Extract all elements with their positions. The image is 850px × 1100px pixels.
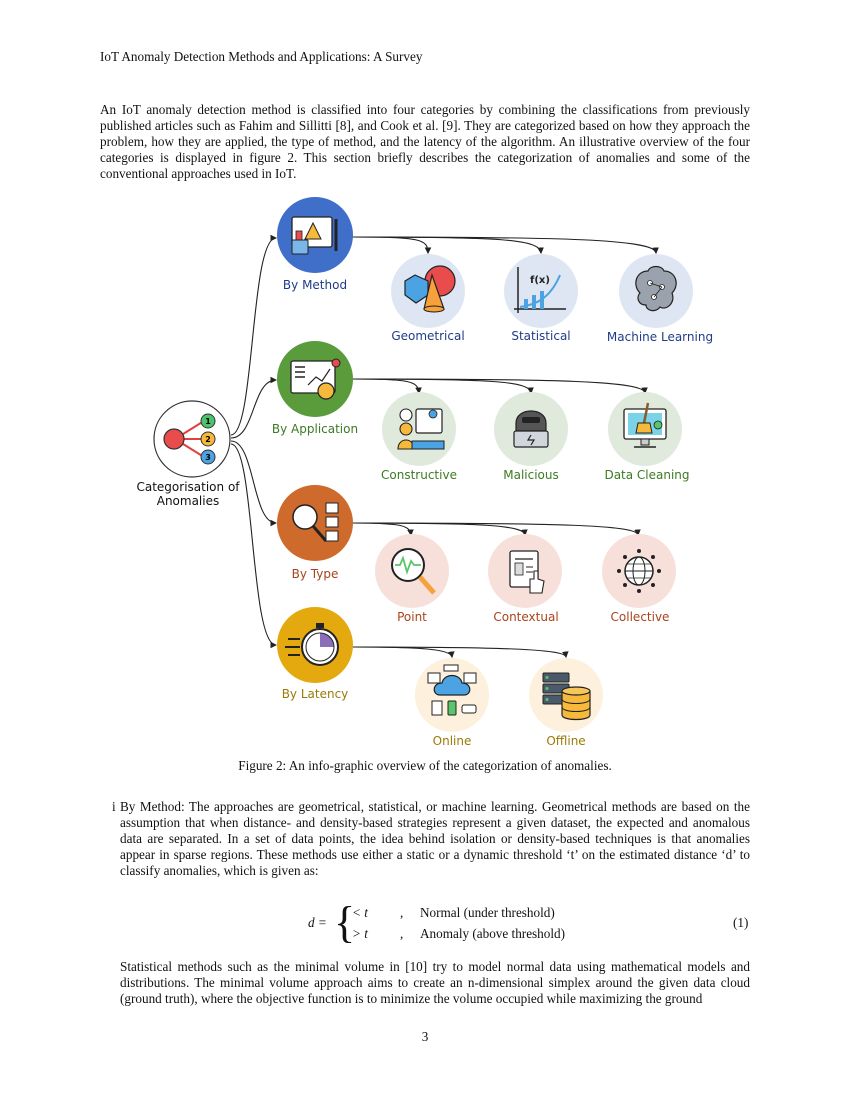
child-label-constructive: Constructive	[381, 468, 457, 482]
page-number: 3	[421, 1029, 429, 1044]
root-node	[136, 401, 240, 508]
child-label-data-cleaning: Data Cleaning	[604, 468, 690, 482]
child-label-machine-learning: Machine Learning	[606, 330, 714, 344]
svg-text:f(x): f(x)	[530, 275, 550, 286]
figure-caption: Figure 2: An info-graphic overview of the categorization of anomalies.	[238, 758, 612, 773]
category-by-method	[277, 197, 713, 344]
svg-text:3: 3	[205, 453, 211, 462]
svg-text:2: 2	[205, 435, 211, 444]
case-separator: ,	[400, 905, 404, 920]
child-label-malicious: Malicious	[503, 468, 559, 482]
intro-paragraph: An IoT anomaly detection method is classified into four categories by combining the classifications from previously published articles such as Fahim and Sillitti [8], and Cook et al. [9]. They are categorized based on how they approach the problem, how they are applied, the type of method, and the latency of the algorithm. An illustrative overview of the four categories is displayed in figure 2. This section briefly describes the categorization of anomalies and some of the conventional approaches used in IoT.	[100, 102, 750, 181]
equation-number: (1)	[733, 915, 749, 930]
equation-lhs: d =	[308, 915, 327, 930]
list-item-text: By Method: The approaches are geometrical, statistical, or machine learning. Geometrical methods are based on the assumption that when distance- and density-based strategies represent a given dataset, the expected and anomalous data are separated. In a set of data points, the idea behind isolation or density-based techniques is that anomalies appear in sparse regions. These methods use either a static or a dynamic threshold ‘t’ on the estimated distance ‘d’ to classify anomalies, which is given as:	[120, 799, 750, 878]
brain-circuit-icon	[636, 267, 676, 311]
running-header: IoT Anomaly Detection Methods and Applications: A Survey	[100, 49, 423, 64]
root-label-line2: Anomalies	[156, 494, 220, 508]
category-by-latency	[277, 607, 603, 748]
category-label-application: By Application	[271, 422, 359, 436]
equation-1	[0, 900, 850, 950]
categorization-figure	[0, 195, 850, 760]
connector-method	[231, 238, 276, 435]
case-symbol: > t	[352, 926, 368, 941]
case-description: Normal (under threshold)	[420, 905, 555, 920]
category-label-type: By Type	[291, 567, 339, 581]
child-label-geometrical: Geometrical	[391, 329, 465, 343]
category-by-type	[277, 485, 676, 624]
category-label-method: By Method	[282, 278, 348, 292]
connector-latency	[231, 444, 276, 645]
child-label-statistical: Statistical	[511, 329, 571, 343]
child-label-contextual: Contextual	[493, 610, 559, 624]
child-label-offline: Offline	[546, 734, 586, 748]
case-symbol: < t	[352, 905, 368, 920]
root-label-line1: Categorisation of	[136, 480, 240, 494]
dashboard-icon	[291, 359, 340, 399]
statistical-paragraph: Statistical methods such as the minimal volume in [10] try to model normal data using mathematical models and distributions. The minimal volume approach aims to create an n-dimensional simplex around the given data cloud (ground truth), where the objective function is to minimize the volume occupied while maximizing the ground	[120, 959, 750, 1006]
case-description: Anomaly (above threshold)	[420, 926, 566, 941]
case-separator: ,	[400, 926, 404, 941]
list-item-by-method	[100, 799, 750, 879]
list-marker: i	[112, 799, 116, 814]
equation-brace: {	[334, 898, 356, 947]
svg-text:1: 1	[205, 417, 211, 426]
equation-case-normal	[352, 905, 555, 921]
equation-case-anomaly	[352, 926, 565, 942]
child-label-point: Point	[397, 610, 427, 624]
category-by-application	[272, 341, 690, 482]
person-computer-icon	[398, 409, 444, 449]
category-label-latency: By Latency	[281, 687, 349, 701]
hacker-icon	[514, 411, 548, 447]
child-label-collective: Collective	[610, 610, 670, 624]
root-dot-icon	[164, 429, 184, 449]
child-label-online: Online	[432, 734, 472, 748]
